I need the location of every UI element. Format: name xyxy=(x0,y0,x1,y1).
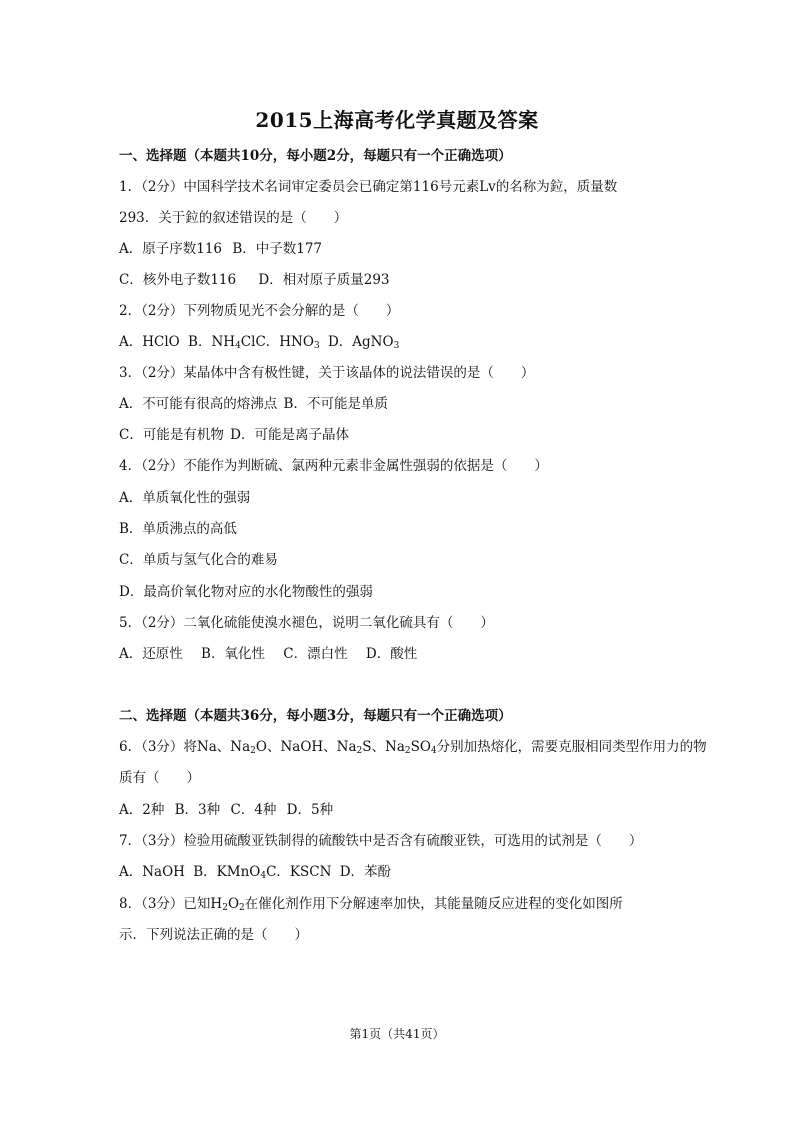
question-1-option-c: C．核外电子数116 xyxy=(119,272,237,288)
question-1-option-a: A．原子序数116 xyxy=(119,241,223,257)
question-3-options-cd xyxy=(119,426,349,444)
page-title: 2015上海高考化学真题及答案 xyxy=(255,108,539,132)
question-3-option-a: A．不可能有很高的熔沸点 xyxy=(119,396,278,412)
question-1-stem-line2: 293．关于鉝的叙述错误的是（ ） xyxy=(119,210,348,226)
question-7-option-d: D．苯酚 xyxy=(339,864,392,880)
question-2-options xyxy=(119,333,399,351)
question-1-stem-line1: 1．（2分）中国科学技术名词审定委员会已确定第116号元素Lv的名称为鉝，质量数 xyxy=(119,179,618,195)
question-6-stem-line1: 6．（3分）将Na、$Na_2O$、NaOH、$Na_2S$、$Na_2SO_4$分别加热熔化，需要克服相同类型作用力的物 xyxy=(119,739,707,756)
question-6-options xyxy=(119,801,333,819)
question-5-option-b: B．氧化性 xyxy=(201,646,265,662)
question-2-option-c: C．$HNO_3$ xyxy=(255,334,320,351)
question-4-option-b: B．单质沸点的高低 xyxy=(119,521,237,537)
question-7-option-c: C．KSCN xyxy=(266,864,332,880)
question-2-option-b: B．$NH_4Cl$ xyxy=(188,334,256,351)
question-4-option-c: C．单质与氢气化合的难易 xyxy=(119,552,278,568)
question-4-option-d: D．最高价氧化物对应的水化物酸性的强弱 xyxy=(119,584,373,600)
question-7-option-a: A．NaOH xyxy=(119,864,185,880)
section-1-heading: 一、选择题（本题共10分，每小题2分，每题只有一个正确选项） xyxy=(119,148,512,164)
question-4-option-a: A．单质氧化性的强弱 xyxy=(119,490,251,506)
question-8-stem-line1: 8．（3分）已知$H_2O_2$在催化剂作用下分解速率加快，其能量随反应进程的变化如图所 xyxy=(119,896,623,913)
page-footer: 第1页（共41页） xyxy=(349,1027,445,1041)
question-5-options xyxy=(119,645,417,663)
question-7-option-b: B．KMnO$_4$ xyxy=(193,864,267,881)
question-1-options-ab xyxy=(119,240,322,258)
question-2-option-a: A．HClO xyxy=(119,334,180,350)
question-4-stem: 4．（2分）不能作为判断硫、氯两种元素非金属性强弱的依据是（ ） xyxy=(119,458,548,474)
question-2-option-d: D．AgNO$_3$ xyxy=(327,334,400,351)
question-6-stem-line2: 质有（ ） xyxy=(119,770,200,786)
question-6-option-a: A．2种 xyxy=(119,802,165,818)
question-5-option-c: C．漂白性 xyxy=(283,646,348,662)
question-3-option-c: C．可能是有机物 xyxy=(119,427,224,443)
question-3-options-ab xyxy=(119,395,388,413)
question-3-option-b: B．不可能是单质 xyxy=(283,396,388,412)
question-5-option-a: A．还原性 xyxy=(119,646,183,662)
question-6-option-c: C．4种 xyxy=(230,802,277,818)
section-2-heading: 二、选择题（本题共36分，每小题3分，每题只有一个正确选项） xyxy=(119,708,512,724)
question-3-option-d: D．可能是离子晶体 xyxy=(230,427,349,443)
question-7-options xyxy=(119,863,391,881)
question-1-option-d: D．相对原子质量293 xyxy=(258,272,390,288)
question-1-option-b: B．中子数177 xyxy=(232,241,323,257)
question-1-options-cd xyxy=(119,271,390,289)
question-5-option-d: D．酸性 xyxy=(365,646,418,662)
question-8-stem-line2: 示．下列说法正确的是（ ） xyxy=(119,927,308,943)
question-6-option-d: D．5种 xyxy=(286,802,334,818)
question-3-stem: 3．（2分）某晶体中含有极性键，关于该晶体的说法错误的是（ ） xyxy=(119,365,535,381)
question-5-stem: 5．（2分）二氧化硫能使溴水褪色，说明二氧化硫具有（ ） xyxy=(119,615,494,631)
question-6-option-b: B．3种 xyxy=(174,802,221,818)
question-2-stem: 2．（2分）下列物质见光不会分解的是（ ） xyxy=(119,303,400,319)
question-7-stem: 7．（3分）检验用硫酸亚铁制得的硫酸铁中是否含有硫酸亚铁，可选用的试剂是（ ） xyxy=(119,833,643,849)
